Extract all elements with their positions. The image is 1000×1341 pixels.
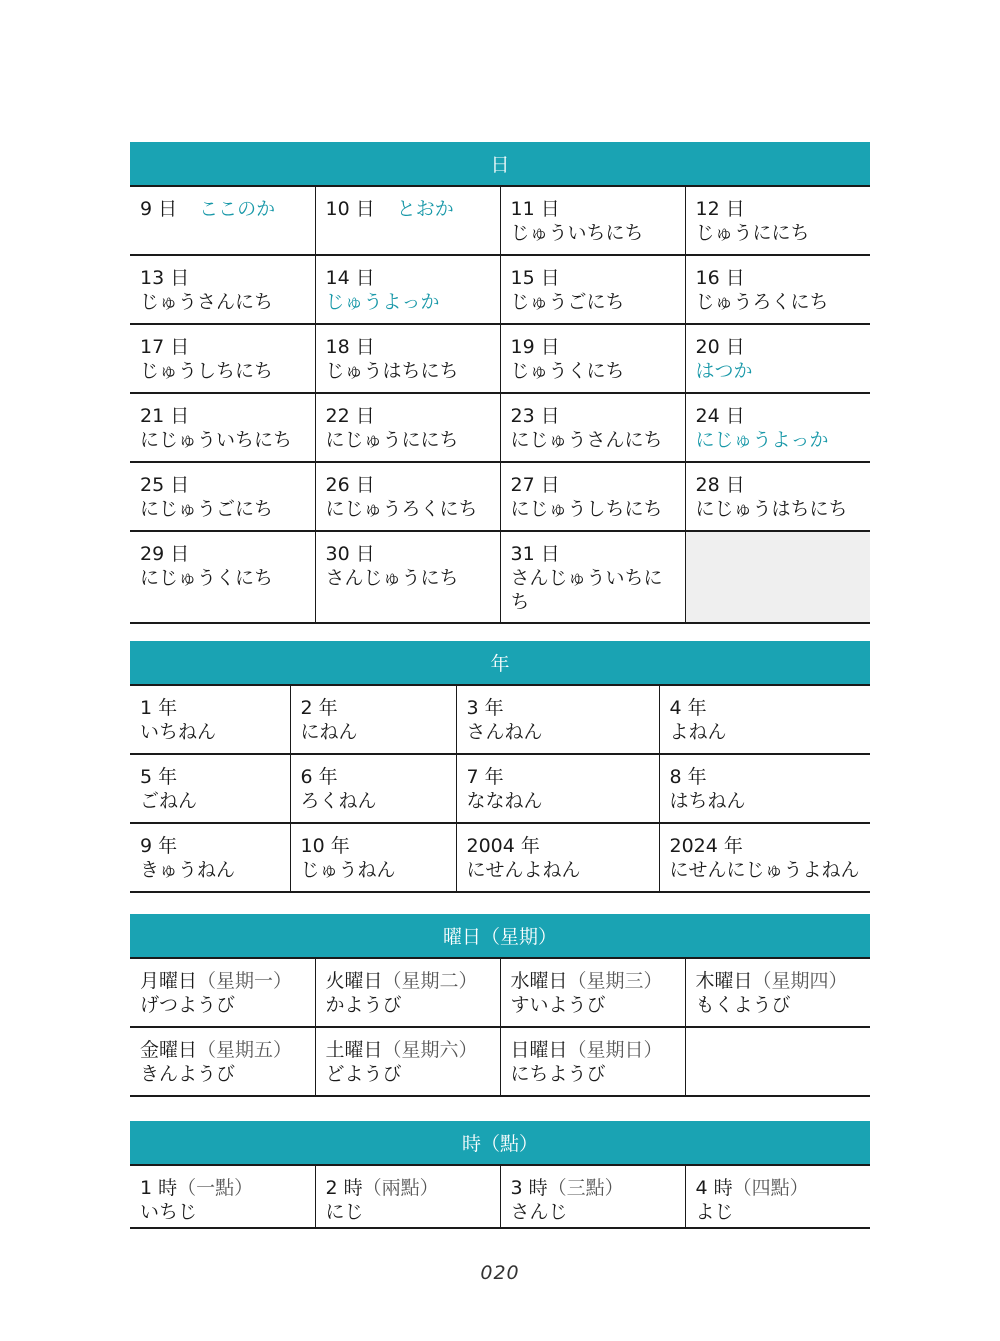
table-cell	[290, 754, 456, 823]
cell-number: 16 日	[695, 267, 745, 289]
cell-number: 月曜日	[140, 970, 198, 992]
cell-number: 12 日	[695, 198, 745, 220]
cell-reading: にねん	[300, 721, 358, 743]
cell-reading: きんようび	[140, 1063, 236, 1085]
cell-number: 28 日	[695, 474, 745, 496]
cell-number-line	[670, 765, 863, 789]
cell-chinese-gloss: （星期日）	[567, 1039, 663, 1061]
cell-reading: いちねん	[140, 721, 217, 743]
table-cell	[290, 823, 456, 892]
cell-reading: よじ	[695, 1201, 734, 1223]
cell-reading: さんねん	[466, 721, 543, 743]
cell-reading: にじゅうしちにち	[510, 498, 663, 520]
table-cell	[130, 462, 315, 531]
table-row	[130, 324, 870, 393]
cell-reading: さんじゅうにち	[325, 567, 459, 589]
cell-reading: じゅういちにち	[510, 222, 644, 244]
table-cell	[500, 462, 685, 531]
cell-number: 火曜日	[325, 970, 383, 992]
cell-number-line	[670, 834, 863, 858]
cell-number: 土曜日	[325, 1039, 383, 1061]
hour-table	[130, 1121, 870, 1229]
cell-number: 1 時	[140, 1177, 178, 1199]
cell-reading: にじゅうはちにち	[695, 498, 848, 520]
table-cell	[500, 255, 685, 324]
cell-number-line	[467, 696, 651, 720]
cell-number-line	[511, 404, 677, 428]
table-cell	[659, 685, 870, 754]
cell-chinese-gloss: （星期一）	[197, 970, 293, 992]
table-cell	[130, 324, 315, 393]
cell-number: 9 年	[140, 835, 178, 857]
cell-chinese-gloss: （四點）	[732, 1177, 809, 1199]
cell-number: 14 日	[325, 267, 375, 289]
cell-chinese-gloss: （一點）	[177, 1177, 254, 1199]
cell-chinese-gloss: （星期六）	[382, 1039, 478, 1061]
cell-number: 4 時	[695, 1177, 733, 1199]
cell-number-line	[511, 335, 677, 359]
cell-number: 水曜日	[510, 970, 568, 992]
cell-number: 1 年	[140, 697, 178, 719]
table-cell	[315, 462, 500, 531]
table-row	[130, 685, 870, 754]
cell-reading: にじゅうろくにち	[325, 498, 478, 520]
cell-number-line	[140, 1176, 307, 1200]
cell-reading: どようび	[325, 1063, 402, 1085]
table-cell	[315, 255, 500, 324]
cell-reading: にせんよねん	[466, 859, 581, 881]
cell-number: 5 年	[140, 766, 178, 788]
cell-number-line	[140, 765, 282, 789]
table-cell	[130, 186, 315, 255]
cell-number: 3 時	[510, 1177, 548, 1199]
cell-number: 26 日	[325, 474, 375, 496]
cell-number-line	[511, 473, 677, 497]
cell-reading: じゅうごにち	[510, 291, 625, 313]
cell-number-line	[696, 404, 863, 428]
cell-reading: ごねん	[140, 790, 198, 812]
cell-number-line	[301, 765, 448, 789]
day-table-title: 日	[130, 142, 870, 186]
table-cell	[685, 324, 870, 393]
cell-number-line	[140, 696, 282, 720]
cell-number-line	[467, 765, 651, 789]
cell-reading: すいようび	[510, 994, 606, 1016]
table-row	[130, 255, 870, 324]
table-cell	[500, 531, 685, 623]
table-cell	[500, 393, 685, 462]
cell-number-line	[511, 266, 677, 290]
page-number: 020	[480, 1262, 520, 1284]
cell-number-line	[696, 197, 863, 221]
table-cell	[456, 754, 659, 823]
cell-reading: いちじ	[140, 1201, 198, 1223]
table-cell	[685, 958, 870, 1027]
cell-reading: ななねん	[466, 790, 543, 812]
year-table-title: 年	[130, 641, 870, 685]
cell-number-line	[696, 335, 863, 359]
cell-reading: はちねん	[669, 790, 746, 812]
cell-number: 27 日	[510, 474, 560, 496]
blank-cell	[685, 1027, 870, 1096]
cell-number: 4 年	[669, 697, 707, 719]
cell-reading: かようび	[325, 994, 402, 1016]
table-row	[130, 823, 870, 892]
cell-chinese-gloss: （星期三）	[567, 970, 663, 992]
cell-reading: はつか	[695, 360, 753, 382]
cell-number: 10 日	[325, 198, 375, 220]
cell-number: 23 日	[510, 405, 560, 427]
cell-number-line	[140, 198, 177, 220]
cell-chinese-gloss: （兩點）	[362, 1177, 439, 1199]
cell-reading: さんじゅういちにち	[510, 567, 663, 613]
cell-reading: とおか	[396, 198, 454, 220]
year-table	[130, 641, 870, 893]
cell-number: 20 日	[695, 336, 745, 358]
cell-number: 3 年	[466, 697, 504, 719]
cell-number-line	[326, 1038, 492, 1062]
cell-reading: じゅうさんにち	[140, 291, 274, 313]
table-cell	[315, 958, 500, 1027]
cell-number-line	[696, 969, 863, 993]
cell-reading: よねん	[669, 721, 727, 743]
cell-reading: げつようび	[140, 994, 236, 1016]
cell-number: 30 日	[325, 543, 375, 565]
cell-number: 木曜日	[695, 970, 753, 992]
cell-number-line	[301, 696, 448, 720]
cell-reading: さんじ	[510, 1201, 568, 1223]
cell-number-line	[326, 198, 375, 220]
table-cell	[685, 186, 870, 255]
cell-reading: にじ	[325, 1201, 364, 1223]
cell-number: 18 日	[325, 336, 375, 358]
table-cell	[130, 1165, 315, 1228]
table-cell	[315, 1027, 500, 1096]
cell-number-line	[670, 696, 863, 720]
table-cell	[130, 393, 315, 462]
cell-reading: にじゅうさんにち	[510, 429, 663, 451]
cell-number: 24 日	[695, 405, 745, 427]
cell-reading: ここのか	[199, 198, 276, 220]
table-cell	[130, 1027, 315, 1096]
table-cell	[685, 462, 870, 531]
cell-number-line	[511, 1176, 677, 1200]
cell-number: 10 年	[300, 835, 350, 857]
cell-number: 9 日	[140, 198, 178, 220]
table-row	[130, 462, 870, 531]
cell-number: 2004 年	[466, 835, 540, 857]
cell-number-line	[140, 335, 307, 359]
table-cell	[500, 1165, 685, 1228]
table-cell	[315, 186, 500, 255]
table-cell	[685, 393, 870, 462]
cell-reading: にじゅうごにち	[140, 498, 274, 520]
table-cell	[130, 754, 290, 823]
cell-reading: にじゅういちにち	[140, 429, 293, 451]
weekday-table-title: 曜日（星期）	[130, 914, 870, 958]
cell-number-line	[467, 834, 651, 858]
cell-number: 11 日	[510, 198, 560, 220]
cell-number-line	[140, 542, 307, 566]
table-cell	[456, 685, 659, 754]
cell-number-line	[140, 969, 307, 993]
cell-reading: じゅうしちにち	[140, 360, 274, 382]
cell-number: 金曜日	[140, 1039, 198, 1061]
cell-number-line	[140, 473, 307, 497]
cell-number: 13 日	[140, 267, 190, 289]
cell-number-line	[326, 473, 492, 497]
cell-number-line	[326, 404, 492, 428]
weekday-table	[130, 914, 870, 1097]
cell-number: 15 日	[510, 267, 560, 289]
table-cell	[685, 1165, 870, 1228]
table-row	[130, 393, 870, 462]
cell-reading: にじゅうよっか	[695, 429, 829, 451]
cell-reading: じゅうよっか	[325, 291, 440, 313]
cell-number-line	[696, 1176, 863, 1200]
cell-reading: じゅうねん	[300, 859, 396, 881]
cell-reading: きゅうねん	[140, 859, 236, 881]
table-row	[130, 1027, 870, 1096]
cell-number: 日曜日	[510, 1039, 568, 1061]
table-cell	[130, 685, 290, 754]
cell-reading: にせんにじゅうよねん	[669, 859, 860, 881]
cell-number: 17 日	[140, 336, 190, 358]
cell-number: 21 日	[140, 405, 190, 427]
cell-number-line	[511, 969, 677, 993]
cell-number-line	[326, 266, 492, 290]
table-cell	[659, 754, 870, 823]
table-cell	[315, 1165, 500, 1228]
table-cell	[500, 958, 685, 1027]
cell-number: 29 日	[140, 543, 190, 565]
table-cell	[315, 531, 500, 623]
cell-number: 22 日	[325, 405, 375, 427]
cell-number: 7 年	[466, 766, 504, 788]
table-row	[130, 531, 870, 623]
cell-number-line	[326, 1176, 492, 1200]
cell-reading: にじゅうくにち	[140, 567, 274, 589]
cell-number-line	[326, 542, 492, 566]
cell-number: 25 日	[140, 474, 190, 496]
cell-number: 2024 年	[669, 835, 743, 857]
cell-number: 31 日	[510, 543, 560, 565]
cell-reading: じゅうろくにち	[695, 291, 829, 313]
table-cell	[500, 1027, 685, 1096]
cell-number: 2 年	[300, 697, 338, 719]
table-cell	[500, 324, 685, 393]
cell-number-line	[696, 473, 863, 497]
cell-number-line	[326, 335, 492, 359]
table-cell	[315, 393, 500, 462]
table-row	[130, 958, 870, 1027]
cell-number: 8 年	[669, 766, 707, 788]
table-cell	[685, 255, 870, 324]
cell-reading: にじゅうににち	[325, 429, 459, 451]
table-cell	[315, 324, 500, 393]
cell-number-line	[140, 266, 307, 290]
cell-number-line	[696, 266, 863, 290]
cell-chinese-gloss: （星期五）	[197, 1039, 293, 1061]
day-table	[130, 142, 870, 624]
cell-number-line	[140, 834, 282, 858]
cell-reading: にちようび	[510, 1063, 606, 1085]
cell-number-line	[140, 404, 307, 428]
cell-number-line	[511, 197, 677, 221]
cell-reading: じゅうはちにち	[325, 360, 459, 382]
cell-number-line	[511, 542, 677, 566]
table-cell	[130, 823, 290, 892]
cell-reading: じゅうくにち	[510, 360, 625, 382]
cell-reading: ろくねん	[300, 790, 377, 812]
cell-number-line	[326, 969, 492, 993]
table-cell	[500, 186, 685, 255]
cell-number-line	[301, 834, 448, 858]
cell-number: 19 日	[510, 336, 560, 358]
table-cell	[659, 823, 870, 892]
table-cell	[130, 531, 315, 623]
table-cell	[130, 255, 315, 324]
table-cell	[290, 685, 456, 754]
cell-number-line	[140, 1038, 307, 1062]
cell-reading: もくようび	[695, 994, 791, 1016]
table-cell	[130, 958, 315, 1027]
cell-chinese-gloss: （星期二）	[382, 970, 478, 992]
table-row	[130, 754, 870, 823]
table-row	[130, 186, 870, 255]
cell-reading: じゅうににち	[695, 222, 810, 244]
table-cell	[456, 823, 659, 892]
cell-number-line	[511, 1038, 677, 1062]
empty-cell	[685, 531, 870, 623]
hour-table-title: 時（點）	[130, 1121, 870, 1165]
cell-number: 6 年	[300, 766, 338, 788]
cell-chinese-gloss: （三點）	[547, 1177, 624, 1199]
cell-number: 2 時	[325, 1177, 363, 1199]
table-row	[130, 1165, 870, 1228]
cell-chinese-gloss: （星期四）	[752, 970, 848, 992]
